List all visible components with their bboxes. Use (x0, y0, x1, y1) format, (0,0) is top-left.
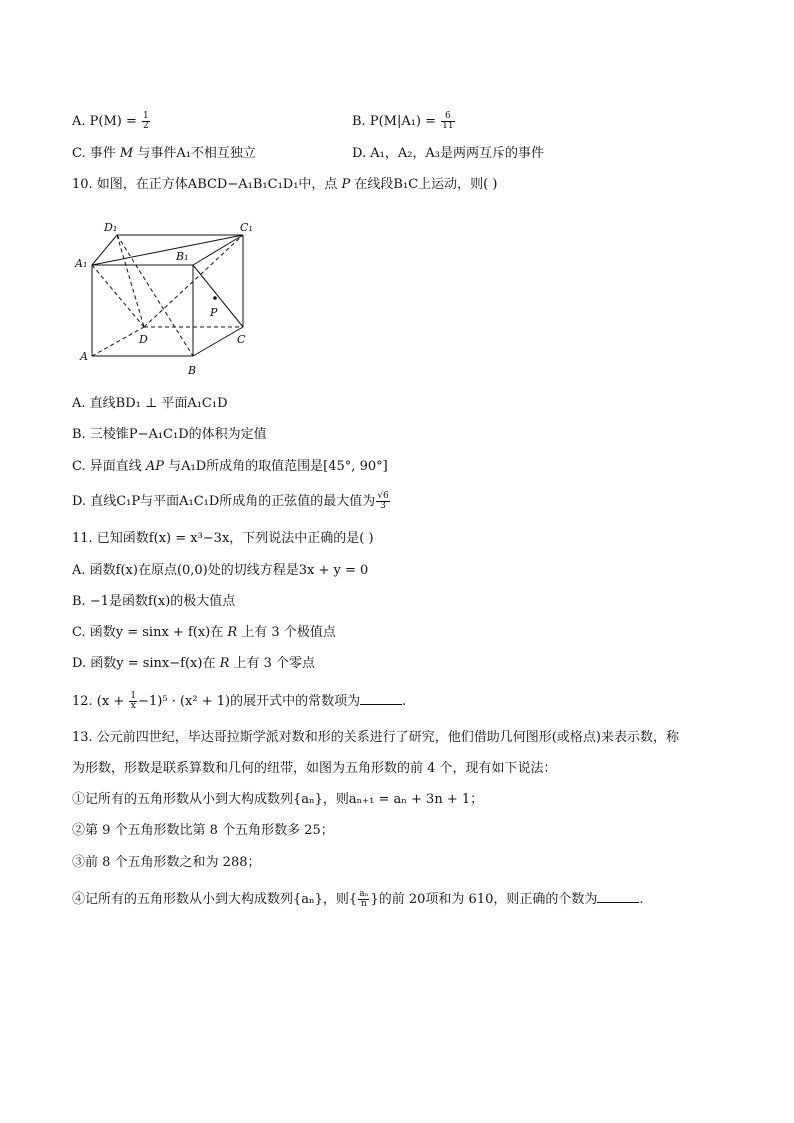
q13-statement-3: ③前 8 个五角形数之和为 288； (72, 855, 261, 870)
q12-stem: 12. (x + $\frac{1}{x}$ −1)⁵ · (x² + 1)的展开式中的常数项为 . (72, 691, 407, 711)
q13-statement-2: ②第 9 个五角形数比第 8 个五角形数多 25； (72, 823, 334, 838)
label-c: C (237, 333, 246, 346)
point-p (213, 296, 217, 300)
label-c1: C₁ (240, 221, 253, 234)
q9-option-d: D. A₁，A₂，A₃是两两互斥的事件 (352, 146, 545, 161)
edge-bc (193, 327, 243, 356)
cube-figure (72, 216, 262, 381)
q10-option-d: D. 直线C₁P与平面A₁C₁D所成角的正弦值的最大值为 $\frac{√6}{3}$ (72, 491, 389, 511)
q11-option-a: A. 函数f(x)在原点(0,0)处的切线方程是3x + y = 0 (72, 563, 369, 578)
edge-ad (92, 327, 144, 356)
q9-option-a: A. P(M) = $\frac{1}{2}$ (72, 111, 149, 131)
q9-option-b: B. P(M|A₁) = $\frac{6}{11}$ (352, 111, 454, 131)
q10-stem: 10. 如图，在正方体ABCD−A₁B₁C₁D₁中，点 P 在线段B₁C上运动，则( ) (72, 177, 498, 192)
fraction: $\frac{√6}{3}$ (377, 491, 389, 511)
fraction: $\frac{1}{2}$ (143, 111, 149, 131)
label-a: A (80, 350, 88, 363)
label-p: P (210, 306, 218, 319)
diag-a1c1 (92, 235, 243, 265)
q13-stem-line1: 13. 公元前四世纪，毕达哥拉斯学派对数和形的关系进行了研究，他们借助几何图形(或格点)来表示数，称 (72, 730, 679, 745)
q13-statement-4: ④记所有的五角形数从小到大构成数列{aₙ}，则{ $\frac{\text{aₙ}}{n}$ }的前 20项和为 610，则正确的个数为 . (72, 889, 644, 909)
answer-blank (597, 890, 639, 903)
label-a1: A₁ (75, 257, 88, 270)
q11-option-d: D. 函数y = sinx−f(x)在 R 上有 3 个零点 (72, 656, 316, 671)
label-b: B (188, 364, 197, 377)
edge-d1d (117, 235, 144, 327)
q11-stem: 11. 已知函数f(x) = x³−3x，下列说法中正确的是( ) (72, 531, 374, 546)
q11-option-c: C. 函数y = sinx + f(x)在 R 上有 3 个极值点 (72, 625, 336, 640)
q10-option-c: C. 异面直线 AP 与A₁D所成角的取值范围是[45°, 90°] (72, 459, 388, 474)
q10-option-b: B. 三棱锥P−A₁C₁D的体积为定值 (72, 427, 267, 442)
q11-option-b: B. −1是函数f(x)的极大值点 (72, 594, 236, 609)
fraction: $\frac{\text{aₙ}}{n}$ (359, 889, 369, 909)
q13-stem-line2: 为形数，形数是联系算数和几何的纽带，如图为五角形数的前 4 个，现有如下说法： (72, 761, 557, 776)
label-b1: B₁ (176, 250, 189, 263)
label-d: D (139, 333, 148, 346)
fraction: $\frac{1}{x}$ (130, 691, 137, 711)
fraction: $\frac{6}{11}$ (442, 111, 454, 131)
label-d1: D₁ (104, 221, 118, 234)
q9-option-c: C. 事件 M 与事件A₁不相互独立 (72, 146, 256, 161)
diag-a1d (92, 265, 144, 327)
q10-option-a: A. 直线BD₁ ⊥ 平面A₁C₁D (72, 396, 228, 411)
q13-statement-1: ①记所有的五角形数从小到大构成数列{aₙ}，则aₙ₊₁ = aₙ + 3n + 1； (72, 792, 484, 807)
answer-blank (360, 692, 402, 705)
